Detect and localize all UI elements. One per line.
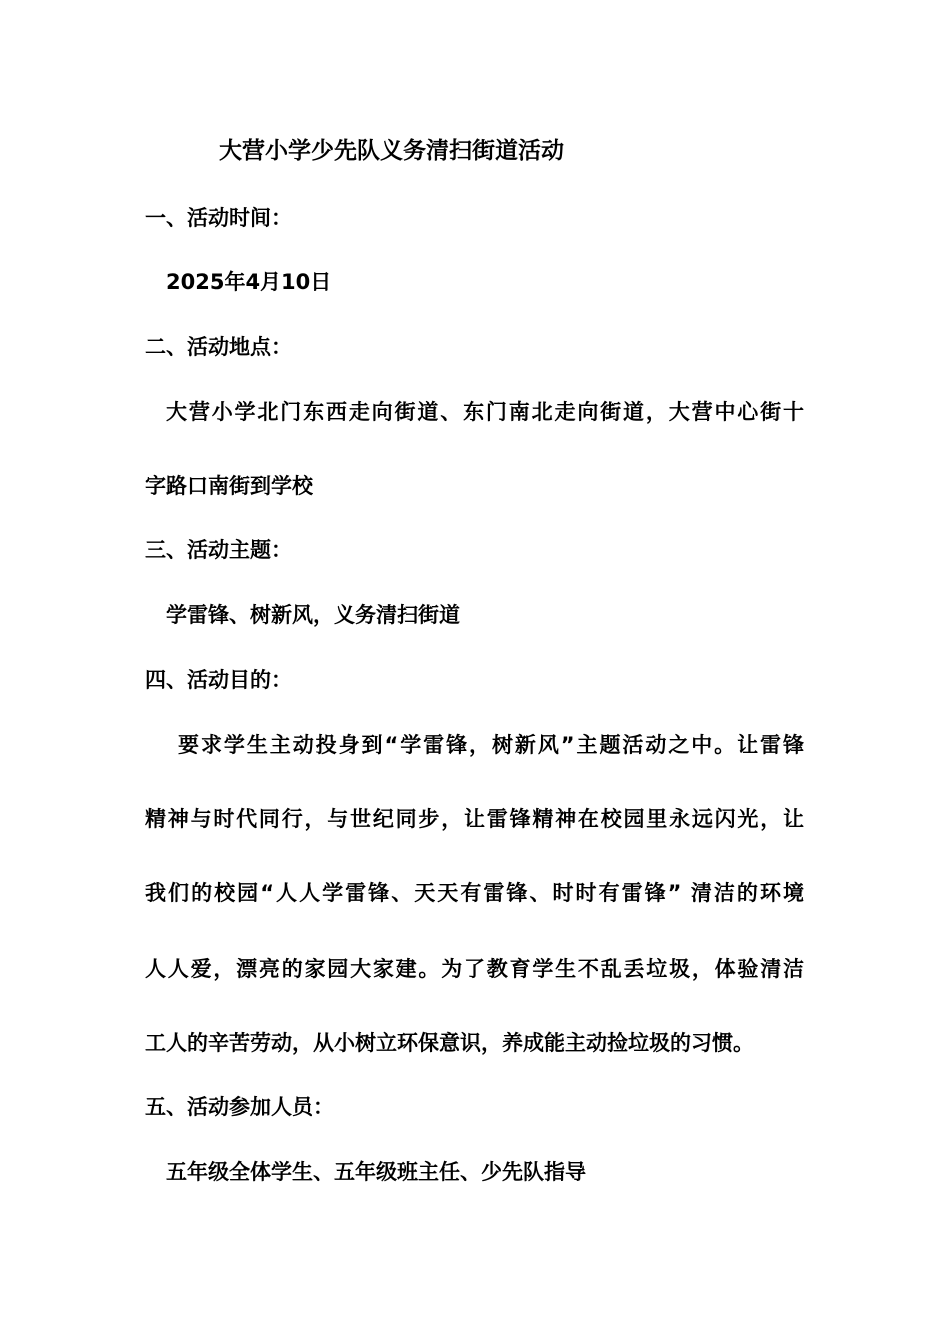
- purpose-line-3: 我们的校园“人人学雷锋、天天有雷锋、时时有雷锋” 清洁的环境: [145, 881, 804, 905]
- purpose-line-5: 工人的辛苦劳动，从小树立环保意识，养成能主动捡垃圾的习惯。: [145, 1031, 754, 1055]
- section-heading-location: 二、活动地点：: [145, 335, 292, 359]
- section-heading-time: 一、活动时间：: [145, 206, 292, 230]
- page-title: 大营小学少先队义务清扫街道活动: [219, 138, 564, 164]
- theme-text: 学雷锋、树新风，义务清扫街道: [166, 603, 460, 627]
- purpose-line-2: 精神与时代同行，与世纪同步，让雷锋精神在校园里永远闪光，让: [145, 807, 804, 831]
- purpose-line-1: 要求学生主动投身到“学雷锋，树新风”主题活动之中。让雷锋: [178, 733, 804, 757]
- section-heading-participants: 五、活动参加人员：: [145, 1095, 334, 1119]
- participants-text: 五年级全体学生、五年级班主任、少先队指导: [166, 1160, 586, 1184]
- location-line-1: 大营小学北门东西走向街道、东门南北走向街道，大营中心街十: [166, 400, 804, 424]
- location-line-2: 字路口南街到学校: [145, 474, 313, 498]
- section-heading-theme: 三、活动主题：: [145, 538, 292, 562]
- section-heading-purpose: 四、活动目的：: [145, 668, 292, 692]
- activity-date: 2025年4月10日: [166, 270, 332, 294]
- purpose-line-4: 人人爱，漂亮的家园大家建。为了教育学生不乱丢垃圾，体验清洁: [145, 957, 804, 981]
